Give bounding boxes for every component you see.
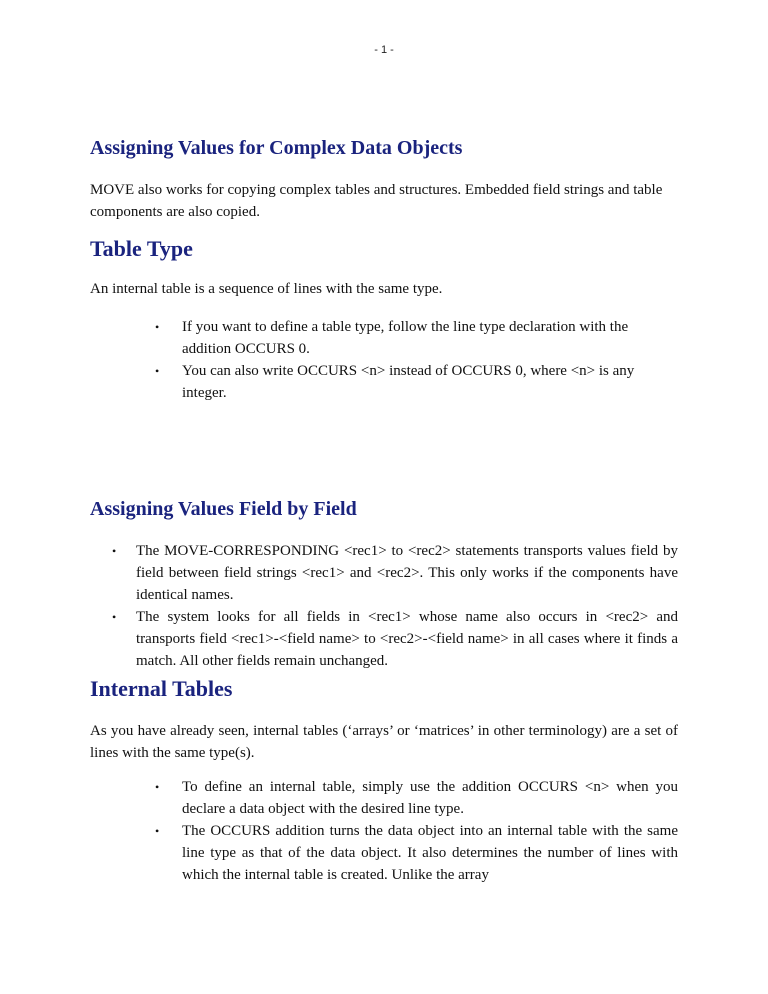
list-item-text: To define an internal table, simply use the addition OCCURS <n> when you declare a data object with the desired line type.: [182, 779, 678, 817]
section-paragraph-complex-data-objects: MOVE also works for copying complex tables and structures. Embedded field strings and table components are also copied.: [90, 182, 663, 220]
list-item-text: The OCCURS addition turns the data object into an internal table with the same line type as that of the data object. It also determines the number of lines with which the internal table is created. Unlike the array: [182, 823, 678, 883]
list-item-text: You can also write OCCURS <n> instead of OCCURS 0, where <n> is any integer.: [182, 363, 635, 401]
section-paragraph-internal-tables: As you have already seen, internal tables (‘arrays’ or ‘matrices’ in other terminology) are a set of lines with the same type(s).: [90, 723, 678, 761]
list-item: [112, 540, 678, 606]
section-heading-table-type: Table Type: [90, 236, 193, 261]
list-item: [155, 360, 678, 404]
list-item-text: The system looks for all fields in <rec1> whose name also occurs in <rec2> and transports field <rec1>-<field name> to <rec2>-<field name> in all cases where it finds a match. All other fields remain unchanged.: [136, 609, 678, 669]
section-heading-internal-tables: Internal Tables: [90, 676, 233, 701]
bullet-list-table-type: [155, 316, 678, 404]
section-paragraph-table-type: An internal table is a sequence of lines with the same type.: [90, 281, 443, 297]
list-item: [155, 776, 678, 820]
bullet-list-internal-tables: [155, 776, 678, 886]
bullet-icon: •: [155, 320, 160, 334]
bullet-icon: •: [155, 364, 160, 378]
list-item-text: The MOVE-CORRESPONDING <rec1> to <rec2> statements transports values field by field between field strings <rec1> and <rec2>. This only works if the components have identical names.: [136, 543, 678, 603]
list-item: [112, 606, 678, 672]
bullet-icon: •: [112, 544, 117, 558]
bullet-icon: •: [155, 780, 160, 794]
list-item: [155, 316, 678, 360]
section-heading-field-by-field: Assigning Values Field by Field: [90, 498, 357, 520]
page-number: - 1 -: [374, 44, 394, 56]
section-heading-complex-data-objects: Assigning Values for Complex Data Objects: [90, 137, 463, 159]
bullet-icon: •: [155, 824, 160, 838]
bullet-icon: •: [112, 610, 117, 624]
list-item-text: If you want to define a table type, follow the line type declaration with the addition OCCURS 0.: [182, 319, 629, 357]
list-item: [155, 820, 678, 886]
bullet-list-field-by-field: [112, 540, 678, 672]
